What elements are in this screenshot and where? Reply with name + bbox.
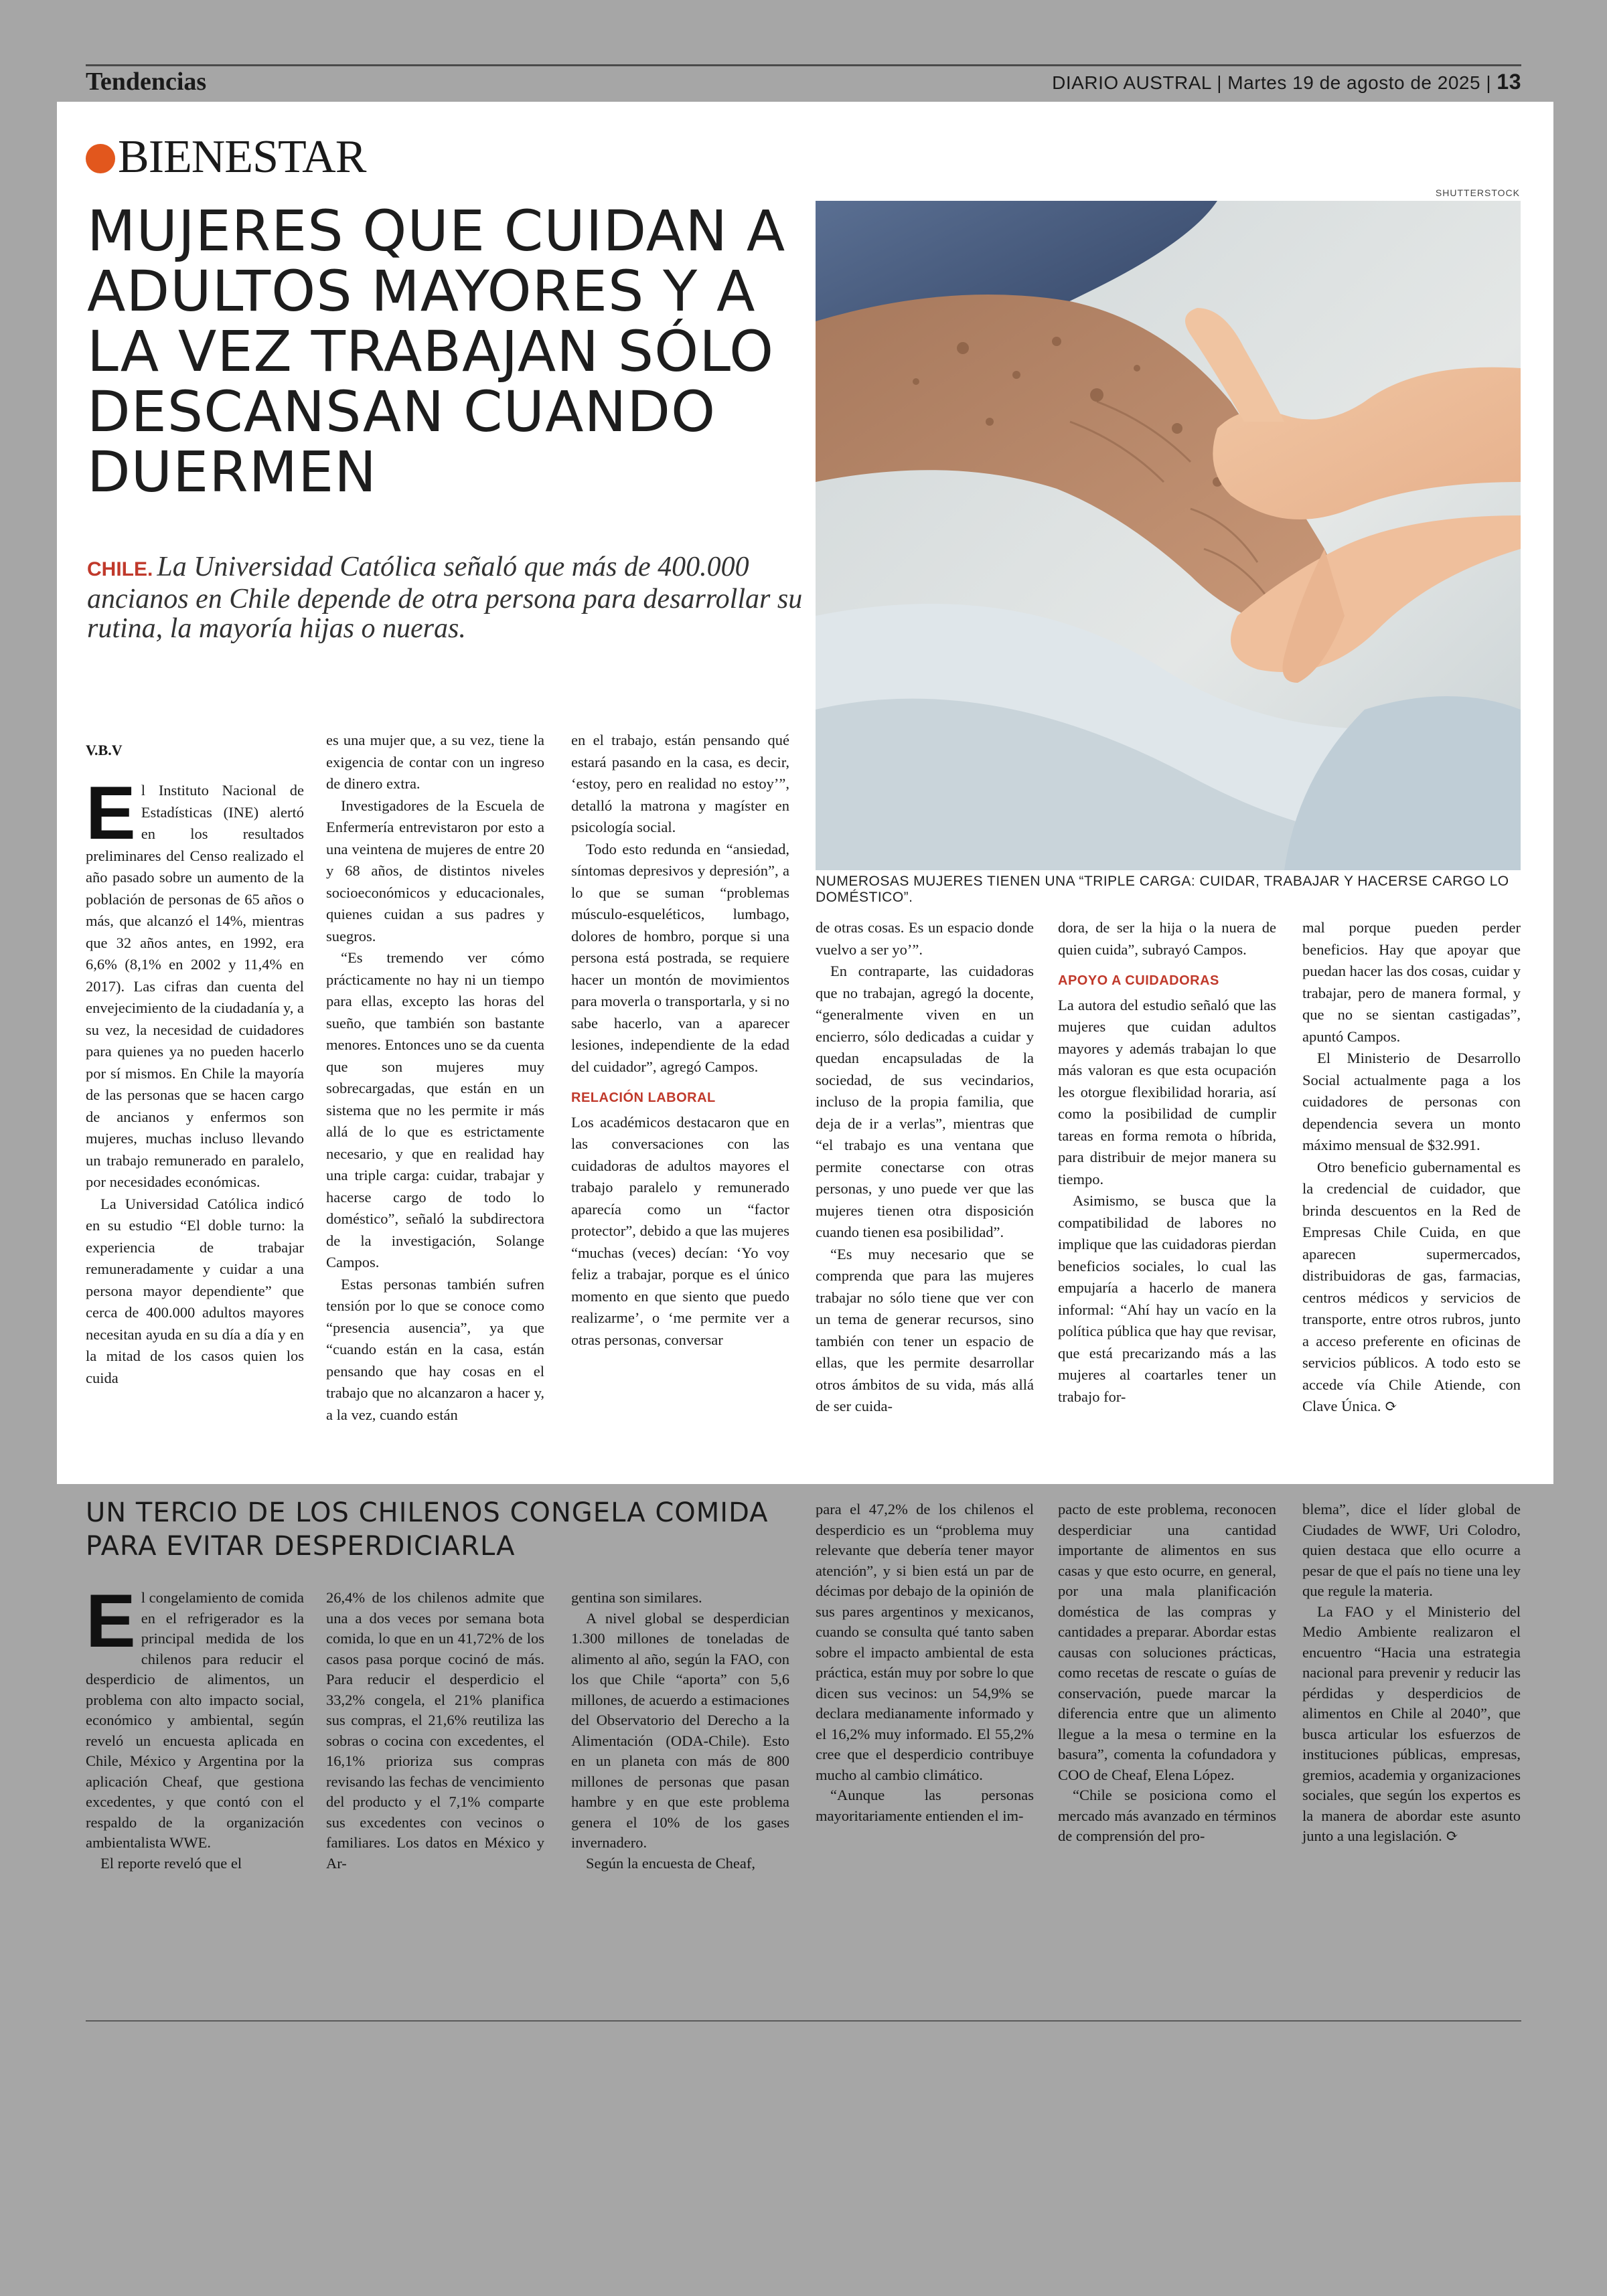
- paragraph: En contraparte, las cuidadoras que no trabajan, agregó la docente, “generalmente viven en un encierro, sólo dedicadas a cuidar y quedan encapsuladas de la sociedad, de sus vecindarios, incluso de la propia familia, que deja de ir a verlas”, mientras que “el trabajo es una ventana que permite conectarse con otras personas, y uno puede ver que las mujeres tienen otra disposición cuando tienen esa posibilidad”.: [816, 963, 1034, 1240]
- headline: MUJERES QUE CUIDAN A ADULTOS MAYORES Y A LA VEZ TRABAJAN SÓLO DESCANSAN CUANDO DUERMEN: [87, 198, 786, 505]
- page-number: 13: [1497, 70, 1521, 94]
- paragraph: La autora del estudio señaló que las mujeres que cuidan adultos mayores y además trabajan lo que más valoran es que esta ocupación les otorgue flexibilidad horaria, así como la posibilidad de cumplir tareas en forma remota o híbrida, para distribuir de mejor manera su tiempo.: [1058, 996, 1276, 1187]
- paragraph: es una mujer que, a su vez, tiene la exigencia de contar con un ingreso de dinero extra.: [326, 732, 544, 792]
- paragraph: para el 47,2% de los chilenos el desperdicio es un “problema muy relevante que debería tener mayor atención”, y si bien está un par de décimas por debajo de la opinión de sus pares argentinos y mexicanos, cuando se consulta qué tanto saben sobre el impacto ambiental de esta práctica, están muy por sobre lo que dicen sus vecinos: un 54,9% se declara medianamente informado y el 16,2% muy informado. El 55,2% cree que el desperdicio contribuye mucho al cambio climático.: [816, 1501, 1034, 1783]
- deck: [87, 552, 810, 643]
- paragraph: La Universidad Católica indicó en su estudio “El doble turno: la experiencia de trabajar remuneradamente y cuidar a una persona mayor dependiente” que cerca de 400.000 adultos mayores necesitan ayuda en su día a día y en la mitad de los casos quien los cuida: [86, 1195, 304, 1386]
- deck-text: La Universidad Católica señaló que más de 400.000 ancianos en Chile depende de otra persona para desarrollar su rutina, la mayoría hijas o nueras.: [87, 552, 803, 644]
- paragraph: gentina son similares.: [571, 1589, 702, 1606]
- publication-info: [1052, 70, 1521, 94]
- paragraph: Asimismo, se busca que la compatibilidad de labores no implique que las cuidadoras pierdan beneficios sociales, lo cual las empujaría a hacerlo de manera informal: “Ahí hay un vacío en la política pública que hay que revisar, que está precarizando más a las mujeres al coartarles tener un trabajo for-: [1058, 1192, 1276, 1405]
- paragraph: 26,4% de los chilenos admite que una a dos veces por semana bota comida, lo que en un 41,72% de los casos pasa porque cocinó de más. Para reducir el desperdicio el 33,2% congela, el 21% planifica sus compras, el 21,6% reutiliza las sobras o cocina con excedentes, el 16,1% prioriza sus compras revisando las fechas de vencimiento del producto y el 7,1% comparte sus excedentes con vecinos o familiares. Los datos en México y Ar-: [326, 1589, 544, 1872]
- paragraph: l Instituto Nacional de Estadísticas (INE) alertó en los resultados preliminares del Censo realizado el año pasado sobre un aumento de la población de personas de 65 años o más, que alcanzó el 14%, mientras que 32 años antes, en 1992, era 6,6% (8,1% en 2002 y 11,4% en 2017). Las cifras dan cuenta del envejecimiento de la ciudadanía y, a su vez, la necesidad de cuidadores para quienes ya no pueden hacerlo por sí mismos. En Chile la mayoría de las personas que se hacen cargo de ancianos y enfermos son mujeres, muchas incluso llevando un trabajo remunerado en paralelo, por necesidades económicas.: [86, 782, 304, 1190]
- paragraph: Investigadores de la Escuela de Enfermería entrevistaron por esto a una veintena de mujeres de entre 20 y 68 años, de distintos niveles socioeconómicos y educacionales, quienes cuidan a sus padres y suegros.: [326, 797, 544, 945]
- paragraph: dora, de ser la hija o la nuera de quien cuida”, subrayó Campos.: [1058, 919, 1276, 958]
- secondary-column-3: [571, 1588, 789, 1874]
- kicker-text: BIENESTAR: [118, 131, 366, 183]
- orange-dot-icon: [86, 144, 115, 173]
- secondary-column-4: [816, 1499, 1034, 1826]
- paragraph: blema”, dice el líder global de Ciudades de WWF, Uri Colodro, quien destaca que ello ocurre a pesar de que el país no tiene una ley que regule la materia.: [1302, 1501, 1521, 1599]
- paragraph: l congelamiento de comida en el refrigerador es la principal medida de los chilenos para reducir el desperdicio de alimentos, un problema con alto impacto social, económico y ambiental, según reveló un encuesta aplicada en Chile, México y Argentina por la aplicación Cheaf, que gestiona excedentes, y que contó con el respaldo de la organización ambientalista WWE.: [86, 1589, 304, 1851]
- paragraph: “Es muy necesario que se comprenda que para las mujeres trabajar no sólo tiene que ver con un tema de generar recursos, sino también con tener un espacio de ellas, que les permite desarrollar otros ámbitos de su vida, más allá de ser cuida-: [816, 1245, 1034, 1414]
- secondary-column-5: [1058, 1499, 1276, 1847]
- article-column-6: [1302, 917, 1521, 1418]
- publication-line: DIARIO AUSTRAL | Martes 19 de agosto de 2025 |: [1052, 72, 1492, 93]
- subhead-apoyo-cuidadoras: APOYO A CUIDADORAS: [1058, 973, 1219, 988]
- paragraph: de otras cosas. Es un espacio donde vuelvo a ser yo’”.: [816, 919, 1034, 958]
- section-name: Tendencias: [86, 68, 207, 96]
- kicker: [86, 131, 366, 184]
- article-column-2: [326, 730, 544, 1426]
- paragraph: “Es tremendo ver cómo prácticamente no hay ni un tiempo para ellas, excepto las horas del sueño, que también son bastante menores. Entonces uno se da cuenta que son mujeres muy sobrecargadas, que están en un sistema que no les permite ir más allá de lo que es estrictamente necesario, y que en realidad hay una triple carga: cuidar, trabajar y hacerse cargo de todo lo doméstico”, señaló la subdirectora de la investigación, Solange Campos.: [326, 949, 544, 1270]
- paragraph: El Ministerio de Desarrollo Social actualmente paga a los cuidadores de personas con dependencia severa un monto máximo mensual de $32.991.: [1302, 1050, 1521, 1153]
- paragraph: Todo esto redunda en “ansiedad, síntomas depresivos y depresión”, a lo que se suman “problemas músculo-esqueléticos, lumbago, dolores de hombro, porque si una persona está postrada, se requiere hacer un montón de movimientos para moverla o transportarla, y si no sabe hacerlo, van a aparecer lesiones, independiente de la edad del cuidador”, agregó Campos.: [571, 840, 789, 1075]
- paragraph: A nivel global se desperdician 1.300 millones de toneladas de alimento al año, según la FAO, con los que Chile “aporta” con 5,6 millones, de acuerdo a estimaciones del Observatorio del Derecho a la Alimentación (ODA-Chile). Esto en un planeta con más de 800 millones de personas que pasan hambre y en que este problema genera el 10% de los gases invernadero.: [571, 1609, 789, 1851]
- bottom-rule: [86, 2020, 1521, 2022]
- photo-caption: NUMEROSAS MUJERES TIENEN UNA “TRIPLE CARGA: CUIDAR, TRABAJAR Y HACERSE CARGO LO DOMÉSTICO”.: [816, 874, 1509, 905]
- drop-cap: E: [86, 771, 136, 855]
- article-column-4: [816, 917, 1034, 1418]
- drop-cap: E: [86, 1579, 136, 1663]
- paragraph: Estas personas también sufren tensión por lo que se conoce como “presencia ausencia”, ya que “cuando están en la casa, están pensando que hay cosas en el trabajo que no alcanzaron a hacer y, a la vez, cuando están: [326, 1275, 544, 1423]
- paragraph: en el trabajo, están pensando qué estará pasando en la casa, es decir, ‘estoy, pero en realidad no estoy’”, detalló la matrona y magíster en psicología social.: [571, 732, 789, 835]
- secondary-column-2: [326, 1588, 544, 1874]
- subhead-relacion-laboral: RELACIÓN LABORAL: [571, 1090, 716, 1105]
- byline: V.B.V: [86, 742, 123, 758]
- secondary-column-1: [86, 1579, 304, 1874]
- photo-credit: SHUTTERSTOCK: [1435, 187, 1520, 198]
- paragraph: La FAO y el Ministerio del Medio Ambiente realizaron el encuentro “Hacia una estrategia nacional para prevenir y reducir las pérdidas y desperdicios de alimentos en Chile al 2040”, que busca articular los esfuerzos de instituciones públicas, empresas, gremios, academia y organizaciones sociales, que según los expertos es la manera de abordar este asunto junto a una legislación. ⟳: [1302, 1603, 1521, 1844]
- paragraph: “Chile se posiciona como el mercado más avanzado en términos de comprensión del pro-: [1058, 1787, 1276, 1844]
- paragraph: “Aunque las personas mayoritariamente entienden el im-: [816, 1787, 1034, 1824]
- paragraph: Otro beneficio gubernamental es la credencial de cuidador, que brinda descuentos en la Red de Empresas Chile Cuida, en que aparecen supermercados, distribuidoras de gas, farmacias, centros médicos y servicios de transporte, entre otros rubros, junto a acceso preferente en oficinas de servicios públicos. A todo esto se accede vía Chile Atiende, con Clave Única. ⟳: [1302, 1158, 1521, 1414]
- paragraph: pacto de este problema, reconocen desperdiciar una cantidad importante de alimentos en sus casas y que esto ocurre, en general, por una mala planificación doméstica de las compras y cantidades a preparar. Abordar estas causas con soluciones prácticas, como recetas de rescate o guías de conservación, puede marcar la diferencia entre que un alimento llegue a la mesa o termine en la basura”, comenta la cofundadora y COO de Cheaf, Elena López.: [1058, 1501, 1276, 1783]
- paragraph: mal porque pueden perder beneficios. Hay que apoyar que puedan hacer las dos cosas, cuidar y trabajar, pero de manera formal, y que no se sientan castigadas”, apuntó Campos.: [1302, 919, 1521, 1045]
- article-column-5: [1058, 917, 1276, 1408]
- deck-location: CHILE.: [87, 558, 153, 580]
- paragraph: Los académicos destacaron que en las conversaciones con las cuidadoras de adultos mayores el trabajo paralelo y remunerado aparecía como un “factor protector”, debido a que las mujeres “muchas (veces) decían: ‘Yo voy feliz a trabajar, porque es el único momento en que siento que puedo realizarme’, o ‘me permite ver a otras personas, conversar: [571, 1113, 789, 1348]
- secondary-column-6: [1302, 1499, 1521, 1847]
- secondary-headline: UN TERCIO DE LOS CHILENOS CONGELA COMIDA PARA EVITAR DESPERDICIARLA: [86, 1497, 769, 1562]
- hands-photo: [816, 201, 1521, 870]
- paragraph: Según la encuesta de Cheaf,: [586, 1854, 756, 1872]
- header-rule: [86, 64, 1521, 66]
- paragraph: El reporte reveló que el: [100, 1854, 242, 1872]
- article-column-3: [571, 730, 789, 1351]
- article-column-1: [86, 771, 304, 1389]
